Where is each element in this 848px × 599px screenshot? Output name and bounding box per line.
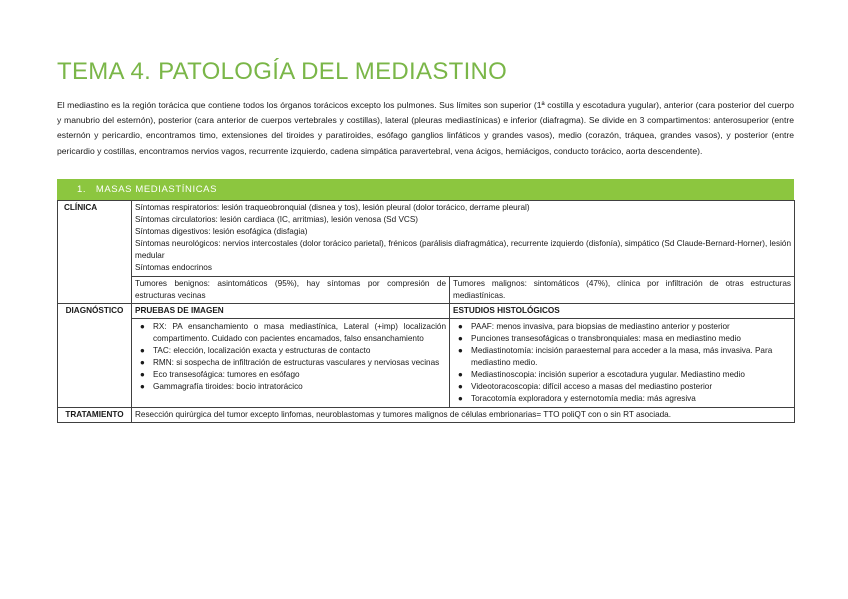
list-item: ● TAC: elección, localización exacta y estructuras de contacto [153, 345, 446, 357]
bullet-icon: ● [140, 382, 145, 392]
section-number: 1. [77, 184, 87, 195]
row-diagnostico [58, 303, 795, 407]
row-label-diagnostico: DIAGNÓSTICO [58, 303, 132, 407]
summary-table [57, 200, 795, 423]
bullet-icon: ● [140, 321, 145, 331]
bullet-icon: ● [140, 346, 145, 356]
clinica-symptoms [132, 201, 795, 277]
list-item: ● PAAF: menos invasiva, para biopsias de mediastino anterior y posterior [471, 321, 791, 333]
symptom-line: Síntomas respiratorios: lesión traqueobronquial (disnea y tos), lesión pleural (dolor torácico, derrame pleural) [135, 203, 530, 212]
imaging-tests [132, 303, 450, 407]
bullet-icon: ● [458, 321, 463, 331]
list-item: ● Punciones transesofágicas o transbronquiales: masa en mediastino medio [471, 333, 791, 345]
bullet-icon: ● [458, 346, 463, 356]
bullet-icon: ● [458, 382, 463, 392]
row-label-tratamiento: TRATAMIENTO [58, 407, 132, 422]
symptom-line: Síntomas endocrinos [135, 263, 212, 273]
row-clinica [58, 201, 795, 277]
symptom-line: Síntomas neurológicos: nervios intercostales (dolor torácico parietal), frénicos (parálisis diafragmática), recurrente izquierdo (disfonía), simpático (Sd Claude-Bernard-Horner), lesión medular [135, 239, 792, 261]
row-tratamiento [58, 407, 795, 422]
bullet-icon: ● [458, 333, 463, 343]
section-title: MASAS MEDIASTÍNICAS [95, 184, 218, 195]
list-item: ● RX: PA ensanchamiento o masa mediastínica, Lateral (+imp) localización compartimento. Cuidado con pacientes encamados, falso ensanchamiento [140, 321, 446, 343]
list-item: ● Eco transesofágica: tumores en esófago [153, 369, 446, 381]
bullet-icon: ● [458, 394, 463, 404]
bullet-icon: ● [458, 370, 463, 380]
symptom-line: Síntomas digestivos: lesión esofágica (disfagia) [135, 227, 308, 237]
imaging-list [135, 321, 446, 394]
symptom-line: Síntomas circulatorios: lesión cardiaca (IC, arritmias), lesión venosa (Sd VCS) [135, 215, 419, 225]
row-label-clinica: CLÍNICA [58, 201, 132, 304]
section-header [57, 179, 794, 200]
intro-paragraph: El mediastino es la región torácica que contiene todos los órganos torácicos excepto los pulmones. Sus límites son superior (1ª costilla y escotadura yugular), anterior (cara posterior del cuerpo y manubrio del esternón), posterior (cara anterior de cuerpos vertebrales y costillas), lateral (pleuras mediastínicas) e inferior (diafragma). Se divide en 3 compartimentos: anterosuperior (entre esternón y pericardio, encontramos timo, extensiones del tiroides y paratiroides, esófago ganglios linfáticos y grandes vasos), medio (corazón, tráquea, grandes vasos), y posterior (entre pericardio y costillas, encontramos nervios vagos, recurrente izquierdo, cadena simpática paravertebral, vena ácigos, hemiácigos, conducto torácico, aorta descendente). [57, 100, 794, 156]
list-item: ● RMN: si sospecha de infiltración de estructuras vasculares y nerviosas vecinas [153, 357, 446, 369]
list-item: ● Toracotomía exploradora y esternotomía media: más agresiva [471, 393, 791, 405]
treatment-text: Resección quirúrgica del tumor excepto linfomas, neuroblastomas y tumores malignos de células embrionarias= TTO poliQT con o sin RT asociada. [132, 407, 795, 422]
list-item: ● Gammagrafía tiroides: bocio intratorácico [153, 381, 446, 393]
histology-studies [450, 303, 795, 407]
bullet-icon: ● [140, 358, 145, 368]
list-item: ● Videotoracoscopia: difícil acceso a masas del mediastino posterior [471, 381, 791, 393]
bullet-icon: ● [140, 370, 145, 380]
page-title: TEMA 4. PATOLOGÍA DEL MEDIASTINO [57, 58, 508, 85]
histology-title: ESTUDIOS HISTOLÓGICOS [450, 304, 794, 319]
malignant-tumors: Tumores malignos: sintomáticos (47%), clínica por infiltración de otras estructuras mediastínicas. [450, 276, 795, 303]
list-item: ● Mediastinoscopia: incisión superior a escotadura yugular. Mediastino medio [471, 369, 791, 381]
benign-tumors: Tumores benignos: asintomáticos (95%), hay síntomas por compresión de estructuras vecinas [132, 276, 450, 303]
imaging-tests-title: PRUEBAS DE IMAGEN [132, 304, 449, 319]
row-clinica-tumores [58, 276, 795, 303]
list-item: ● Mediastinotomía: incisión paraesternal para acceder a la masa, más invasiva. Para mediastino medio. [458, 346, 773, 368]
histology-list [453, 321, 791, 406]
